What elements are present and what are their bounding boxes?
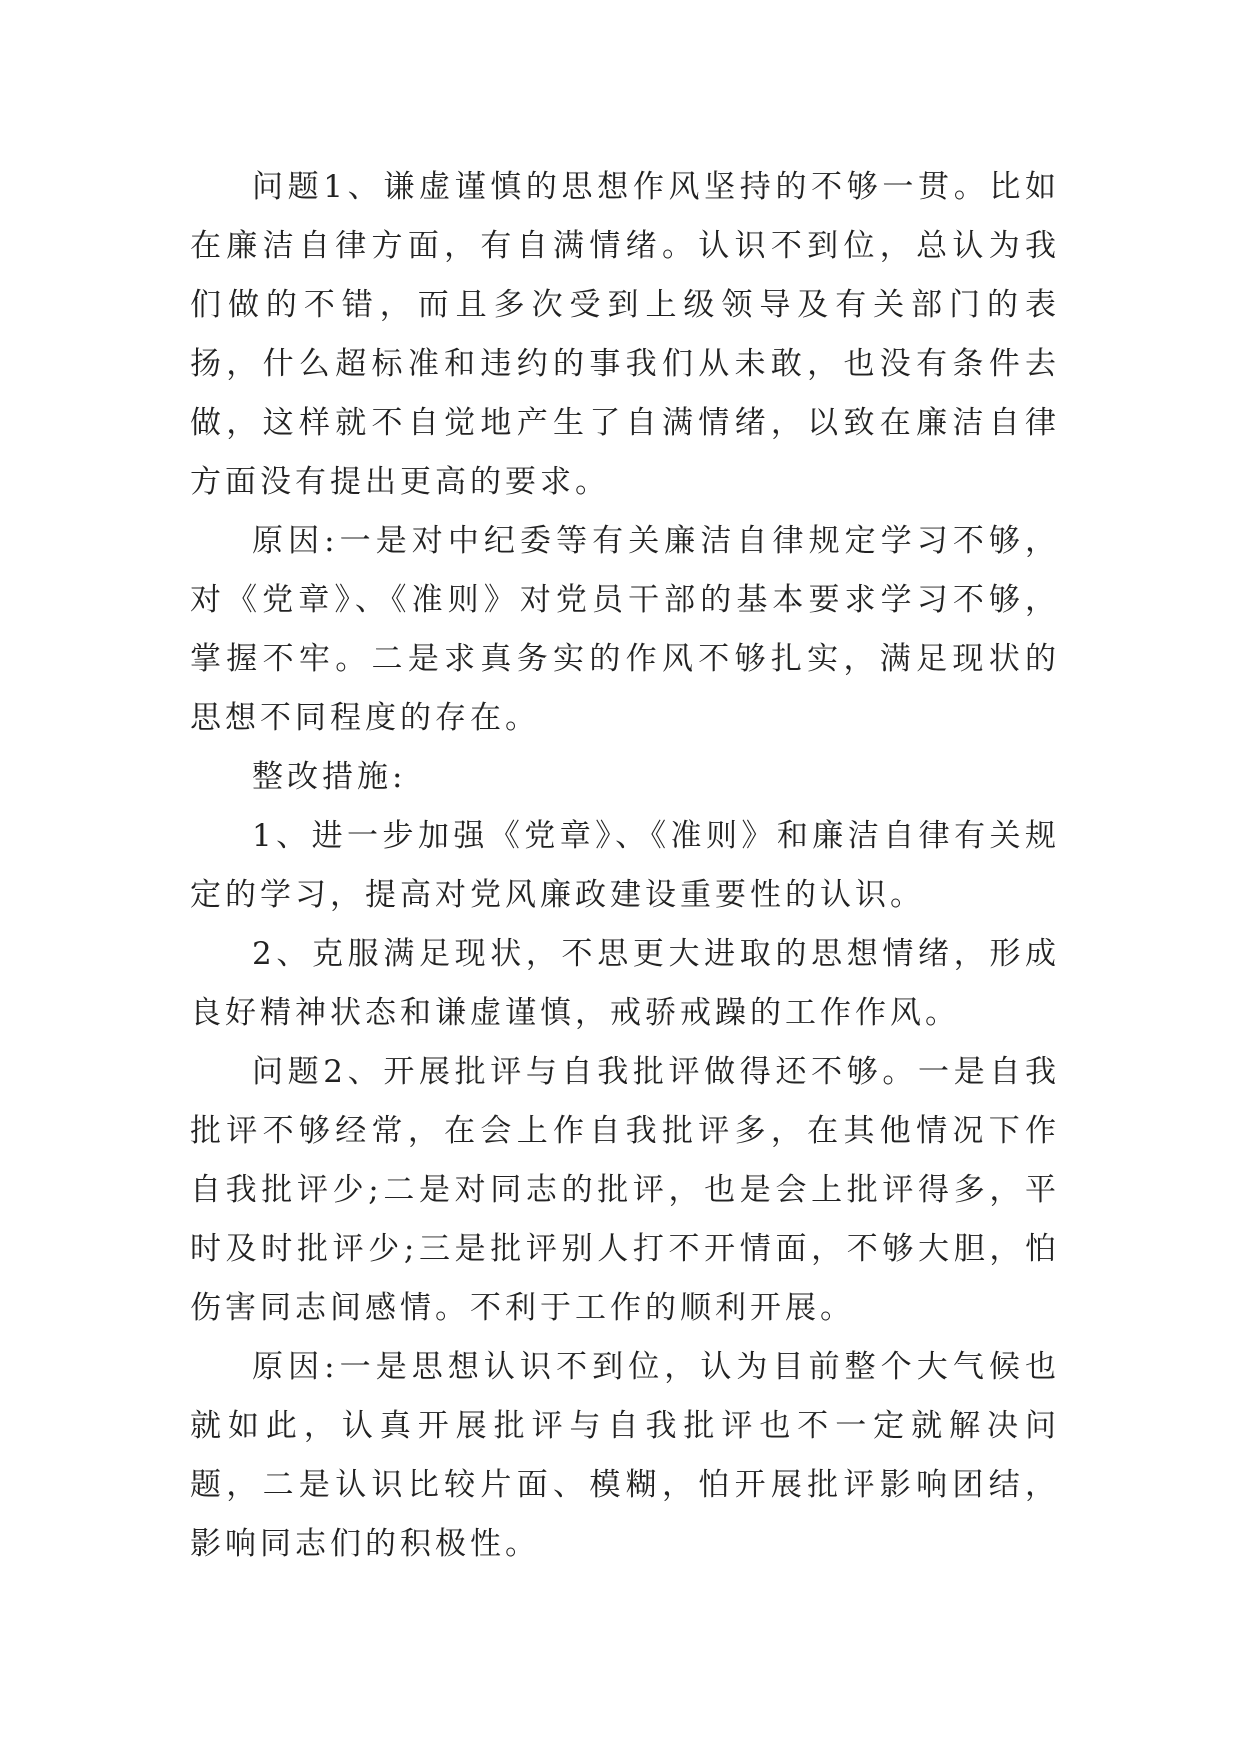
paragraph-measures-heading: 整改措施: (252, 759, 407, 795)
paragraph-cause-2: 原因:一是思想认识不到位，认为目前整个大气候也就如此，认真开展批评与自我批评也不一定就解决问题，二是认识比较片面、模糊，怕开展批评影响团结，影响同志们的积极性。 (190, 1349, 1060, 1562)
document-body (190, 158, 1060, 1574)
paragraph-measure-1: 1、进一步加强《党章》、《准则》和廉洁自律有关规定的学习，提高对党风廉政建设重要性的认识。 (190, 818, 1060, 913)
paragraph-measure-2: 2、克服满足现状，不思更大进取的思想情绪，形成良好精神状态和谦虚谨慎，戒骄戒躁的工作作风。 (190, 936, 1060, 1031)
paragraph-cause-1: 原因:一是对中纪委等有关廉洁自律规定学习不够，对《党章》、《准则》对党员干部的基本要求学习不够，掌握不牢。二是求真务实的作风不够扎实，满足现状的思想不同程度的存在。 (190, 523, 1060, 736)
paragraph-problem-2: 问题2、开展批评与自我批评做得还不够。一是自我批评不够经常，在会上作自我批评多，在其他情况下作自我批评少;二是对同志的批评，也是会上批评得多，平时及时批评少;三是批评别人打不开情面，不够大胆，怕伤害同志间感情。不利于工作的顺利开展。 (190, 1054, 1060, 1326)
paragraph-problem-1: 问题1、谦虚谨慎的思想作风坚持的不够一贯。比如在廉洁自律方面，有自满情绪。认识不到位，总认为我们做的不错，而且多次受到上级领导及有关部门的表扬，什么超标准和违约的事我们从未敢，也没有条件去做，这样就不自觉地产生了自满情绪，以致在廉洁自律方面没有提出更高的要求。 (190, 169, 1060, 500)
